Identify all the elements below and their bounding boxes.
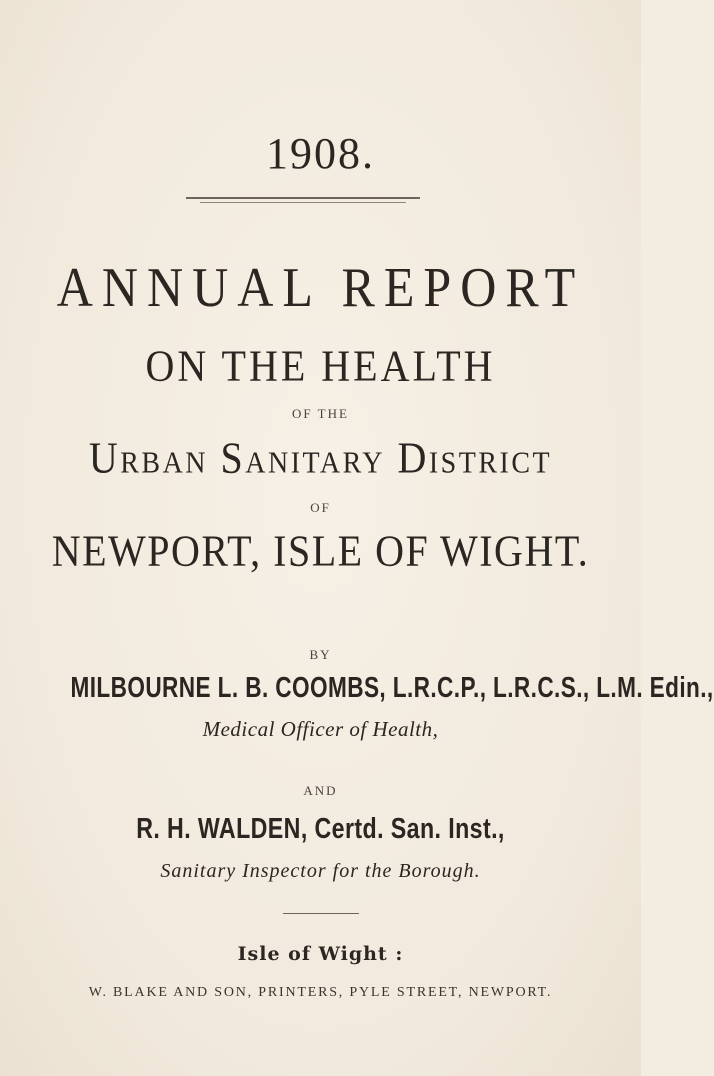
author2-role: Sanitary Inspector for the Borough.	[160, 860, 481, 882]
top-rule-thin	[200, 202, 406, 203]
report-title-line2: ON THE HEALTH	[145, 340, 496, 391]
middle-rule	[283, 913, 359, 914]
by-label: BY	[309, 647, 332, 662]
author2-name: R. H. WALDEN, Certd. San. Inst.,	[136, 813, 505, 845]
author1-name: MILBOURNE L. B. COOMBS, L.R.C.P., L.R.C.S., L.M. Edin.,	[70, 672, 714, 704]
report-year: 1908.	[266, 129, 375, 178]
imprint-location: Isle of Wight :	[237, 943, 404, 965]
and-label: AND	[303, 783, 338, 798]
district-title: Urban Sanitary District	[88, 432, 553, 483]
of-label: OF	[310, 500, 331, 515]
imprint-printer: W. BLAKE AND SON, PRINTERS, PYLE STREET, NEWPORT.	[88, 985, 553, 1000]
author1-role: Medical Officer of Health,	[202, 717, 439, 741]
of-the-label: OF THE	[292, 406, 349, 421]
report-title-line1: ANNUAL REPORT	[56, 255, 585, 319]
top-double-rule	[186, 197, 420, 199]
place-title: NEWPORT, ISLE OF WIGHT.	[51, 525, 590, 576]
